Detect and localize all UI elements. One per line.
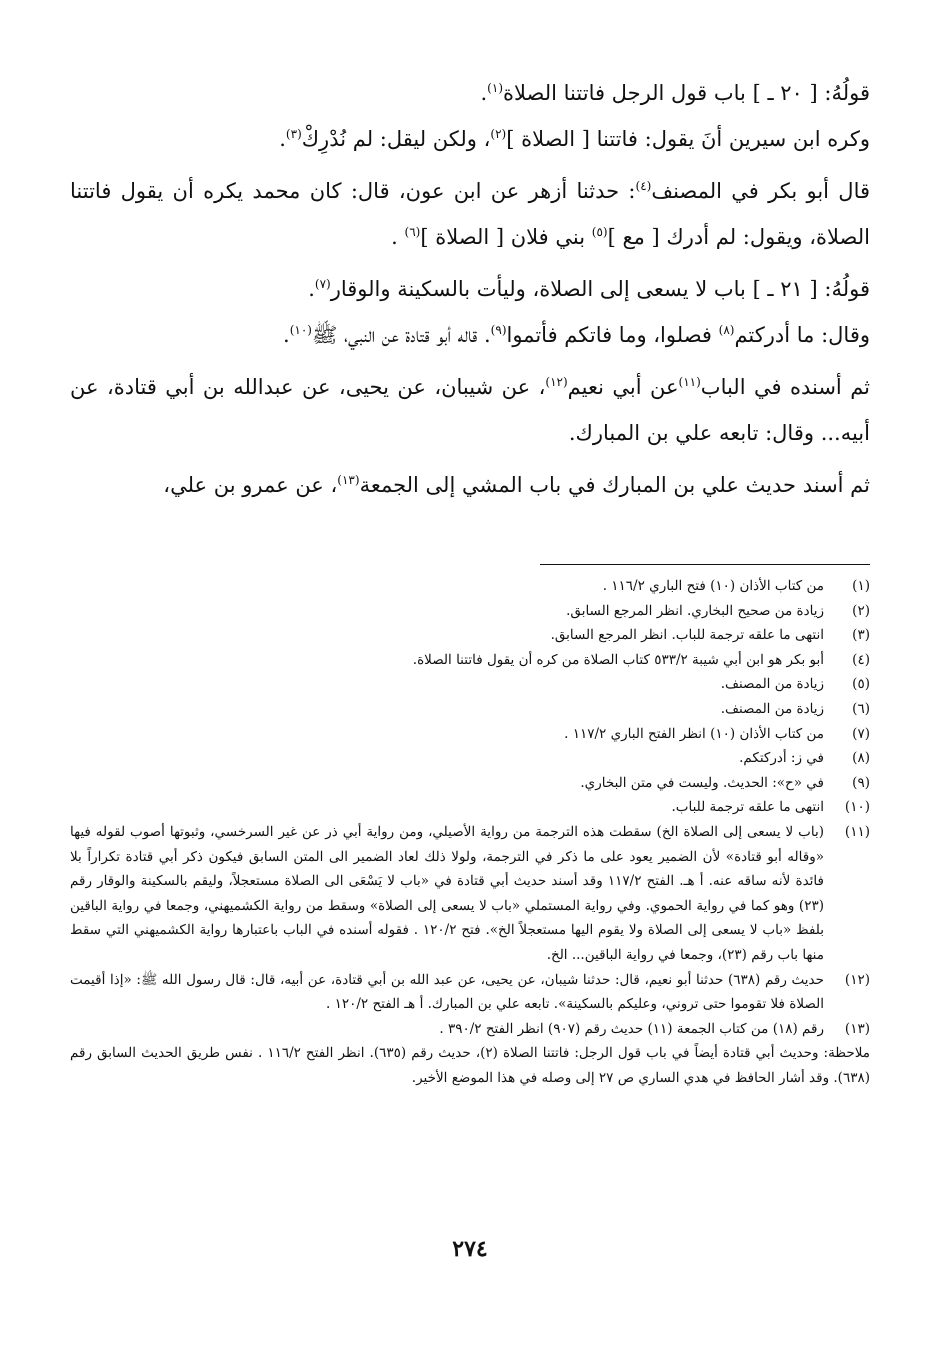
footnote-ref: (١٠)	[289, 323, 312, 337]
punctuation: .	[283, 323, 290, 347]
paragraph-text: فصلوا، وما فاتكم فأتموا	[506, 323, 719, 347]
paragraph	[70, 364, 870, 456]
footnote-text: أبو بكر هو ابن أبي شيبة ٥٣٣/٢ كتاب الصلاة من كره أن يقول فاتتنا الصلاة.	[412, 651, 824, 668]
footnote-text: زيادة من صحيح البخاري. انظر المرجع السابق.	[566, 602, 824, 619]
footnote-number: (٦)	[852, 700, 870, 717]
heading-text: قولُهُ: [ ٢١ ـ ] باب لا يسعى إلى الصلاة، وليأت بالسكينة والوقار	[330, 277, 870, 301]
paragraph-text: . قاله أبو قتادة عن النبي، ﷺ	[311, 323, 491, 347]
footnote-number: (١)	[852, 578, 870, 594]
paragraph	[70, 462, 870, 508]
footnote-number: (٧)	[852, 725, 870, 742]
footnote-ref: (٣)	[285, 127, 302, 141]
paragraph-text: عن أبي نعيم	[567, 375, 679, 399]
paragraph-text: ، عن شيبان، عن يحيى، عن عبدالله بن أبي قتادة، عن أبيه... وقال: تابعه علي بن المبارك.	[70, 375, 870, 445]
footnote-number: (٩)	[852, 774, 870, 791]
footnote	[70, 1017, 870, 1042]
footnote-ref: (٧)	[314, 277, 331, 291]
footnote-text: في «ح»: الحديث. وليست في متن البخاري.	[580, 774, 824, 791]
footnote-text: انتهى ما علقه ترجمة للباب.	[671, 799, 824, 816]
punctuation: .	[391, 225, 405, 249]
footnote-ref: (١)	[487, 81, 503, 95]
paragraph-text: قال أبو بكر في المصنف	[651, 179, 871, 203]
chapter-heading-20	[70, 70, 870, 116]
footnote-number: (٣)	[852, 627, 870, 644]
footnote-number: (١٢)	[844, 971, 870, 988]
paragraph-text: بني فلان [ الصلاة ]	[420, 225, 592, 249]
heading-text: قولُهُ: [ ٢٠ ـ ] باب قول الرجل فاتتنا الصلاة	[503, 81, 870, 105]
footnote-ref: (٤)	[635, 179, 652, 193]
footnote	[70, 648, 870, 673]
footnote-text: (باب لا يسعى إلى الصلاة الخ) سقطت هذه الترجمة من رواية الأصيلي، ومن رواية أبي ذر عن غير السرخسي، وثبوتها أصوب لقوله فيها «وقاله أبو قتادة» لأن الضمير يعود على ما ذكر في الترجمة، ولولا ذلك لعاد الضمير الى المتن السابق فيكون ذكر أبي قتادة تكراراً بلا فائدة لأنه ساقه عنه. أ هـ. الفتح ١١٧/٢ وقد أسند حديث أبي قتادة في «باب لا يَسْعَى الى الصلاة مستعجلاً، وليقم بالسكينة والوقار رقم (٢٣) وهو كما في رواية الحموي. وفي رواية المستملي «باب لا يسعى إلى الصلاة» وسقط من رواية الكشميهني، وجمعا في رواية الباقين بلفظ «باب لا يسعى إلى الصلاة ولا يقوم اليها مستعجلاً الخ». فتح ١٢٠/٢ . فقوله أسنده في الباب باعتبارها رواية الكشميهني التي سقط منها باب رقم (٢٣)، وجمعا في رواية الباقين... الخ.	[70, 823, 824, 963]
footnote-number: (١٣)	[844, 1020, 870, 1037]
footnote	[70, 697, 870, 722]
footnote-ref: (٥)	[591, 225, 608, 239]
footnote-number: (١٠)	[844, 799, 870, 816]
footnote-ref: (٩)	[490, 323, 507, 337]
footnote-ref: (١١)	[678, 375, 701, 389]
punctuation: .	[279, 127, 286, 151]
footnote-ref: (١٣)	[337, 473, 360, 487]
paragraph-text: وكره ابن سيرين أنَ يقول: فاتتنا [ الصلاة ]	[506, 127, 870, 151]
page-number: ٢٧٤	[452, 1236, 488, 1262]
punctuation: .	[480, 81, 488, 105]
paragraph-text: وقال: ما أدركتم	[734, 323, 870, 347]
footnote-ref: (٢)	[490, 127, 507, 141]
footnote-number: (٤)	[852, 651, 870, 668]
footnote	[70, 672, 870, 697]
footnote	[70, 574, 870, 599]
footnote	[70, 746, 870, 771]
book-page	[70, 70, 870, 1360]
footnote	[70, 820, 870, 968]
footnote-text: حديث رقم (٦٣٨) حدثنا أبو نعيم، قال: حدثنا شيبان، عن يحيى، عن عبد الله بن أبي قتادة، عن أبيه، قال: قال رسول الله ﷺ: «إذا أقيمت الصلاة فلا تقوموا حتى تروني، وعليكم بالسكينة». تابعه علي بن المبارك. أ هـ الفتح ١٢٠/٢ .	[70, 971, 824, 1013]
footnote-number: (٨)	[852, 750, 870, 767]
footnote-number: (٢)	[852, 602, 870, 619]
footnotes	[70, 574, 870, 1090]
footnote-text: من كتاب الأذان (١٠) فتح الباري ١١٦/٢ .	[602, 578, 824, 594]
footnote	[70, 771, 870, 796]
paragraph-text: ، ولكن ليقل: لم نُدْرِكْ	[301, 127, 491, 151]
paragraph-text: : حدثنا أزهر عن ابن عون، قال: كان محمد يكره أن يقول فاتتنا الصلاة، ويقول: لم أدرك [ مع ]	[70, 179, 870, 249]
footnote-ref: (٨)	[718, 323, 735, 337]
paragraph-text: ثم أسنده في الباب	[700, 375, 871, 399]
paragraph	[70, 116, 870, 162]
footnote-ref: (١٢)	[545, 375, 568, 389]
footnote-number: (١١)	[844, 823, 870, 840]
main-text	[70, 70, 870, 508]
paragraph	[70, 168, 870, 260]
footnote-number: (٥)	[852, 676, 870, 693]
paragraph-text: ، عن عمرو بن علي،	[163, 473, 338, 497]
footnote-text: زيادة من المصنف.	[720, 700, 824, 717]
footnote-ref: (٦)	[404, 225, 421, 239]
footnote	[70, 599, 870, 624]
footnote-separator	[540, 564, 870, 565]
footnote-text: في ز: أدركتكم.	[739, 750, 824, 767]
editor-remark: ملاحظة: وحديث أبي قتادة أيضاً في باب قول الرجل: فاتتنا الصلاة (٢)، حديث رقم (٦٣٥). انظر الفتح ١١٦/٢ . نفس طريق الحديث السابق رقم (٦٣٨). وقد أشار الحافظ في هدي الساري ص ٢٧ إلى وصله في هذا الموضع الأخير.	[70, 1045, 871, 1086]
footnote-text: رقم (١٨) من كتاب الجمعة (١١) حديث رقم (٩٠٧) انظر الفتح ٣٩٠/٢ .	[439, 1020, 824, 1037]
footnote-text: انتهى ما علقه ترجمة للباب. انظر المرجع السابق.	[550, 627, 824, 644]
footnote	[70, 795, 870, 820]
footnote-text: من كتاب الأذان (١٠) انظر الفتح الباري ١١٧/٢ .	[564, 725, 824, 742]
footnote	[70, 968, 870, 1017]
punctuation: .	[308, 277, 315, 301]
footnote	[70, 722, 870, 747]
chapter-heading-21	[70, 266, 870, 312]
paragraph-text: ثم أسند حديث علي بن المبارك في باب المشي إلى الجمعة	[359, 473, 870, 497]
footnote-text: زيادة من المصنف.	[720, 676, 824, 693]
paragraph	[70, 312, 870, 358]
footnote	[70, 623, 870, 648]
